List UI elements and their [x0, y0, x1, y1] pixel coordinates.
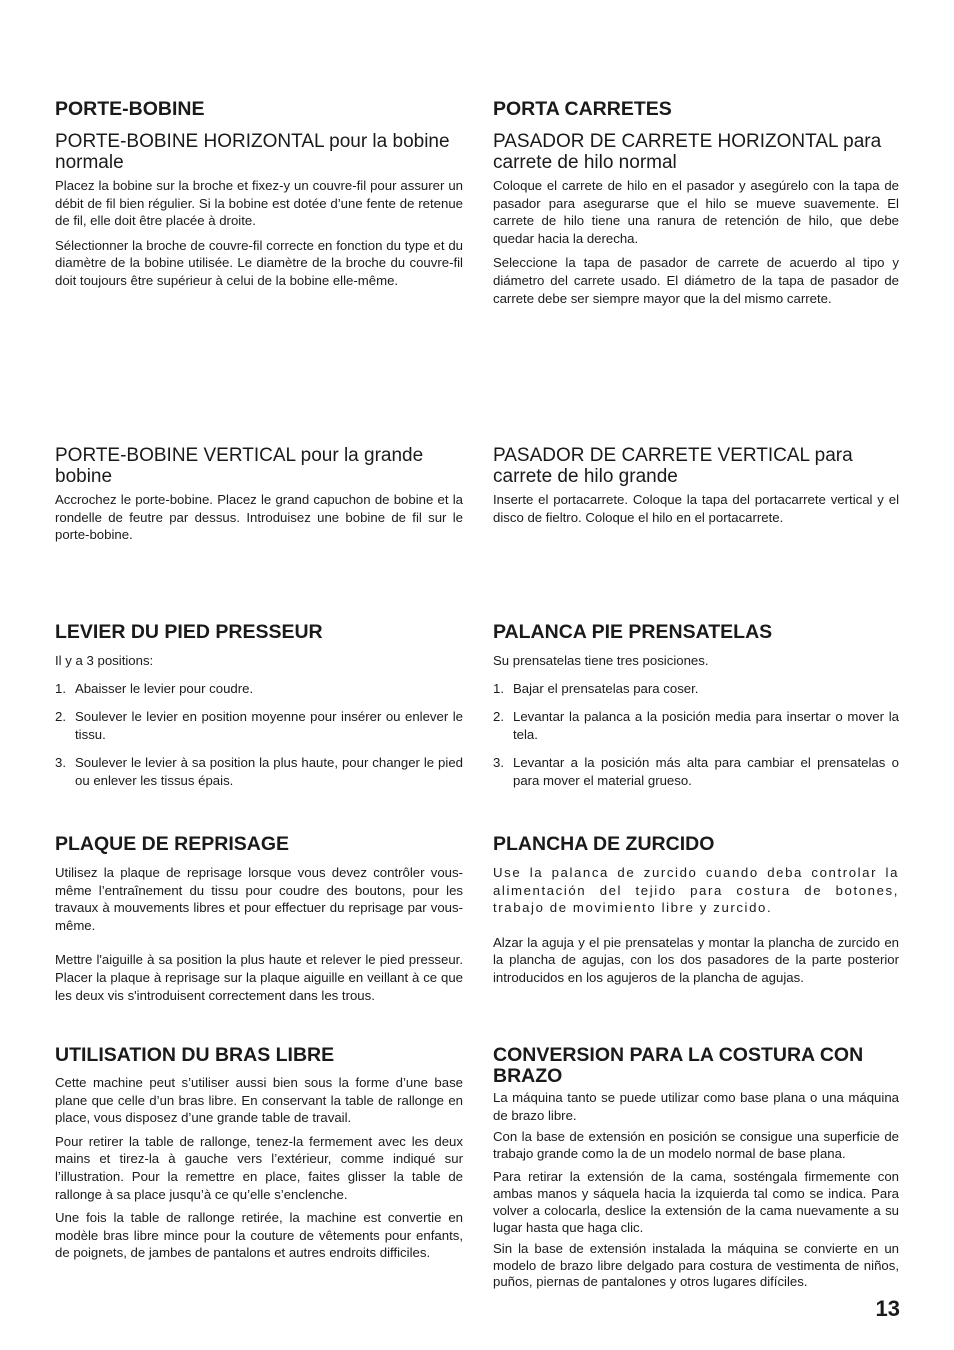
paragraph: Sélectionner la broche de couvre-fil correcte en fonction du type et du diamètre de la bobine utilisée. Le diamètre de la broche du couvre-fil doit toujours être supérieur à celui de la bobine elle-même. — [55, 237, 463, 288]
paragraph: Con la base de extensión en posición se consigue una superficie de trabajo grande como la de un modelo normal de base plana. — [493, 1129, 899, 1161]
list-text: Soulever le levier à sa position la plus haute, pour changer le pied ou enlever les tissus épais. — [75, 755, 463, 788]
section-subtitle: PASADOR DE CARRETE HORIZONTAL para carrete de hilo normal — [493, 131, 882, 173]
paragraph: Para retirar la extensión de la cama, sosténgala firmemente con ambas manos y sáquela hacia la izquierda tal como se indica. Para volver a colocarla, deslice la extensión de la cama nuevamente a su lugar hasta que haga clic. — [493, 1169, 899, 1236]
list-item — [493, 680, 899, 698]
paragraph: Use la palanca de zurcido cuando deba controlar la alimentación del tejido para costura de botones, trabajo de movimiento libre y zurcido. — [493, 865, 899, 916]
section-pasador-vertical — [493, 446, 899, 526]
paragraph: Su prensatelas tiene tres posiciones. — [493, 653, 709, 668]
section-title: PLAQUE DE REPRISAGE — [55, 833, 290, 855]
list-number: 3. — [493, 755, 504, 771]
paragraph: Placez la bobine sur la broche et fixez-y un couvre-fil pour assurer un débit de fil bien régulier. Si la bobine est dotée d’une fente de retenue de fil, elle doit être placée à droite. — [55, 178, 463, 229]
list-item — [55, 754, 463, 789]
list-number: 1. — [493, 680, 504, 696]
list-item — [55, 708, 463, 743]
list-number: 2. — [55, 709, 66, 725]
section-levier-pied-presseur — [55, 622, 463, 790]
section-porte-bobine — [55, 99, 463, 290]
list-text: Soulever le levier en position moyenne pour insérer ou enlever le tissu. — [75, 709, 463, 742]
list-text: Abaisser le levier pour coudre. — [75, 680, 254, 696]
list-number: 1. — [55, 680, 66, 696]
page-number: 13 — [875, 1296, 900, 1321]
list-item — [493, 708, 899, 743]
section-bras-libre — [55, 1045, 463, 1262]
paragraph: Alzar la aguja y el pie prensatelas y montar la plancha de zurcido en la plancha de agujas, con los dos pasadores de la parte posterior introducidos en los agujeros de la plancha de agujas. — [493, 934, 899, 985]
section-porte-bobine-vertical — [55, 446, 463, 544]
paragraph: Une fois la table de rallonge retirée, la machine est convertie en modèle bras libre mince pour la couture de vêtements pour enfants, de poignets, de jambes de pantalons et autres endroits difficiles. — [55, 1210, 463, 1261]
section-plancha-zurcido — [493, 834, 899, 987]
section-subtitle: PASADOR DE CARRETE VERTICAL para carrete de hilo grande — [493, 445, 853, 487]
section-title: PALANCA PIE PRENSATELAS — [493, 621, 773, 643]
paragraph: Utilisez la plaque de reprisage lorsque vous devez contrôler vous-même l’entraînement du tissu pour coudre des boutons, pour les travaux à mouvements libres et pour effectuer du reprisage par vous-même. — [55, 865, 463, 933]
section-subtitle: PORTE-BOBINE VERTICAL pour la grande bobine — [55, 445, 424, 487]
section-porta-carretes — [493, 99, 899, 307]
section-title: UTILISATION DU BRAS LIBRE — [55, 1044, 335, 1066]
section-title: PORTA CARRETES — [493, 98, 672, 120]
paragraph: Sin la base de extensión instalada la máquina se convierte en un modelo de brazo libre delgado para costura de vestimenta de niños, puños, piernas de pantalones y otros lugares difíciles. — [493, 1241, 899, 1290]
list-item — [493, 754, 899, 789]
paragraph: Mettre l'aiguille à sa position la plus haute et relever le pied presseur. Placer la plaque à reprisage sur la plaque aiguille en veillant à ce que les deux vis s'introduisent correctement dans les trous. — [55, 952, 463, 1003]
section-palanca-pie-prensatelas — [493, 622, 899, 790]
list-number: 2. — [493, 709, 504, 725]
paragraph: Accrochez le porte-bobine. Placez le grand capuchon de bobine et la rondelle de feutre par dessus. Introduisez une bobine de fil sur le porte-bobine. — [55, 492, 463, 543]
paragraph: Seleccione la tapa de pasador de carrete de acuerdo al tipo y diámetro del carrete usado. El diámetro de la tapa de pasador de carrete debe ser siempre mayor que la del mismo carrete. — [493, 255, 899, 306]
paragraph: Pour retirer la table de rallonge, tenez-la fermement avec les deux mains et tirez-la à gauche vers l’extérieur, comme indiqué sur l’illustration. Pour la remettre en place, faites glisser la table de rallonge à sa place jusqu’à ce qu’elle s’enclenche. — [55, 1133, 463, 1202]
list-text: Levantar la palanca a la posición media para insertar o mover la tela. — [513, 709, 899, 742]
paragraph: Coloque el carrete de hilo en el pasador y asegúrelo con la tapa de pasador para asegurarse que el hilo se mueve suavemente. El carrete de hilo tiene una ranura de retención de hilo, que debe quedar hacia la derecha. — [493, 178, 899, 246]
paragraph: Cette machine peut s’utiliser aussi bien sous la forme d’une base plane que celle d’un bras libre. En conservant la table de rallonge en place, vous disposez d’une grande table de travail. — [55, 1075, 463, 1126]
section-title: PLANCHA DE ZURCIDO — [493, 833, 715, 855]
section-title: CONVERSION PARA LA COSTURA CON BRAZO — [493, 1044, 864, 1087]
list-item — [55, 680, 463, 698]
section-plaque-reprisage — [55, 834, 463, 1004]
section-conversion-brazo — [493, 1045, 899, 1291]
paragraph: La máquina tanto se puede utilizar como base plana o una máquina de brazo libre. — [493, 1090, 899, 1123]
paragraph: Il y a 3 positions: — [55, 653, 154, 668]
section-title: LEVIER DU PIED PRESSEUR — [55, 621, 323, 643]
section-subtitle: PORTE-BOBINE HORIZONTAL pour la bobine normale — [55, 131, 450, 173]
paragraph: Inserte el portacarrete. Coloque la tapa del portacarrete vertical y el disco de fieltro. Coloque el hilo en el portacarrete. — [493, 492, 899, 525]
list-text: Bajar el prensatelas para coser. — [513, 680, 699, 696]
section-title: PORTE-BOBINE — [55, 98, 205, 120]
list-number: 3. — [55, 755, 66, 771]
list-text: Levantar a la posición más alta para cambiar el prensatelas o para mover el material grueso. — [513, 755, 899, 788]
